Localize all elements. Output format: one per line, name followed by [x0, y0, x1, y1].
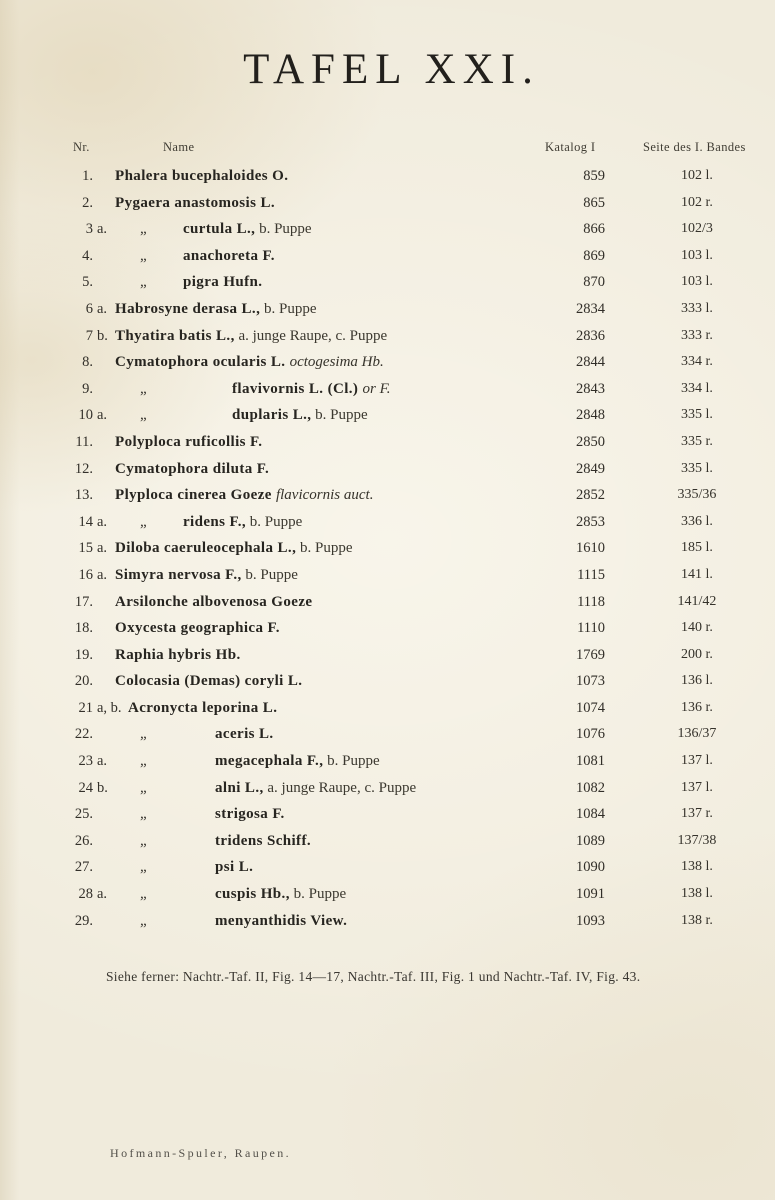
- row-katalog: 2844: [576, 354, 605, 371]
- ditto-mark: „: [140, 779, 147, 796]
- row-number-value: 3: [85, 221, 93, 238]
- row-number-suffix: a.: [97, 540, 108, 557]
- row-number: [63, 456, 93, 483]
- ditto-mark: „: [140, 806, 147, 823]
- row-number: [63, 509, 107, 536]
- row-number-value: 11.: [75, 433, 93, 450]
- row-seite: 136/37: [677, 726, 717, 742]
- row-number: [63, 695, 122, 722]
- row-number-value: 28: [78, 886, 93, 903]
- row-number-value: 16: [78, 566, 93, 583]
- name-segment: a. junge Raupe, c. Puppe: [263, 779, 417, 796]
- row-name: [115, 854, 515, 881]
- name-segment: Simyra nervosa F.,: [115, 566, 242, 583]
- species-name: [115, 349, 515, 376]
- name-segment: Polyploca ruficollis F.: [115, 433, 263, 450]
- row-number-value: 12.: [74, 460, 93, 477]
- row-number: [63, 269, 93, 296]
- name-segment: ridens F.,: [183, 513, 247, 530]
- row-name: [115, 615, 515, 642]
- table-row: [63, 642, 763, 669]
- ditto-mark: „: [140, 513, 147, 530]
- row-number: [63, 801, 93, 828]
- row-number: [63, 854, 93, 881]
- row-katalog: 2848: [576, 407, 605, 424]
- table-row: [63, 163, 763, 190]
- table-row: [63, 695, 763, 722]
- name-segment: b. Puppe: [241, 566, 298, 583]
- row-number-suffix: a.: [97, 221, 108, 238]
- row-number: [63, 562, 107, 589]
- table-row: [63, 615, 763, 642]
- table-row: [63, 296, 763, 323]
- row-seite: 335 l.: [681, 460, 713, 476]
- name-segment: Arsilonche albovenosa Goeze: [115, 593, 313, 610]
- row-katalog: 1769: [576, 646, 605, 663]
- header-seite: Seite des I. Bandes: [643, 140, 746, 154]
- name-segment: b. Puppe: [289, 886, 347, 903]
- table-row: [63, 828, 763, 855]
- row-number: [63, 668, 93, 695]
- row-seite: 136 r.: [681, 699, 713, 715]
- row-number-value: 2.: [82, 194, 93, 211]
- row-katalog: 1091: [576, 886, 605, 903]
- row-number-value: 6: [85, 300, 93, 317]
- row-number: [63, 190, 93, 217]
- table-row: [63, 376, 763, 403]
- name-segment: tridens Schiff.: [215, 832, 311, 849]
- species-name: [115, 190, 515, 217]
- row-katalog: 2852: [576, 487, 605, 504]
- species-name: [115, 642, 515, 669]
- row-name: [115, 216, 515, 243]
- row-name: [115, 509, 515, 536]
- row-number-value: 21: [78, 699, 93, 716]
- species-name: [115, 243, 515, 270]
- name-segment: Pygaera anastomosis L.: [115, 194, 276, 211]
- row-seite: 333 r.: [681, 327, 713, 343]
- table-header: [63, 140, 763, 158]
- row-katalog: 1118: [577, 593, 605, 610]
- row-seite: 103 l.: [681, 274, 713, 290]
- row-number-value: 8.: [82, 354, 93, 371]
- name-segment: b. Puppe: [246, 513, 303, 530]
- row-katalog: 2836: [576, 327, 605, 344]
- row-seite: 138 l.: [681, 859, 713, 875]
- table-row: [63, 589, 763, 616]
- name-segment: b. Puppe: [260, 300, 317, 317]
- row-seite: 336 l.: [681, 513, 713, 529]
- name-segment: Thyatira batis L.,: [115, 327, 235, 344]
- name-segment: Cymatophora diluta F.: [115, 460, 270, 477]
- row-number-value: 19.: [74, 646, 93, 663]
- species-name: [115, 695, 515, 722]
- species-name: [115, 854, 515, 881]
- table-row: [63, 908, 763, 935]
- table-row: [63, 748, 763, 775]
- row-number: [63, 828, 93, 855]
- row-katalog: 2850: [576, 433, 605, 450]
- row-number-suffix: a.: [97, 407, 108, 424]
- name-segment: menyanthidis View.: [215, 912, 348, 929]
- row-seite: 137 r.: [681, 806, 713, 822]
- name-segment: Cymatophora ocularis L.: [115, 354, 290, 371]
- row-name: [115, 908, 515, 935]
- name-segment: b. Puppe: [323, 753, 380, 770]
- table-row: [63, 668, 763, 695]
- ditto-mark: „: [140, 221, 147, 238]
- row-name: [115, 402, 515, 429]
- species-name: [115, 562, 515, 589]
- row-number-suffix: a.: [97, 753, 108, 770]
- name-segment: cuspis Hb.,: [215, 886, 290, 903]
- row-number-value: 13.: [74, 487, 93, 504]
- row-number-value: 27.: [74, 859, 93, 876]
- row-number-suffix: a, b.: [97, 699, 122, 716]
- row-number: [63, 429, 93, 456]
- row-katalog: 866: [583, 221, 605, 238]
- row-number-value: 4.: [82, 247, 93, 264]
- row-name: [115, 190, 515, 217]
- row-name: [115, 881, 515, 908]
- row-number: [63, 349, 93, 376]
- row-katalog: 1610: [576, 540, 605, 557]
- species-name: [115, 402, 515, 429]
- row-number: [63, 535, 107, 562]
- ditto-mark: „: [140, 247, 147, 264]
- row-katalog: 2853: [576, 513, 605, 530]
- ditto-mark: „: [140, 859, 147, 876]
- row-number-value: 5.: [82, 274, 93, 291]
- table-row: [63, 402, 763, 429]
- row-number-suffix: a.: [97, 300, 108, 317]
- name-segment: Raphia hybris Hb.: [115, 646, 241, 663]
- row-number-suffix: b.: [97, 327, 108, 344]
- row-number: [63, 642, 93, 669]
- table-row: [63, 429, 763, 456]
- row-name: [115, 349, 515, 376]
- row-number-value: 20.: [74, 673, 93, 690]
- name-segment: Plyploca cinerea Goeze: [115, 487, 276, 504]
- row-seite: 140 r.: [681, 620, 713, 636]
- row-number: [63, 775, 108, 802]
- row-seite: 102 l.: [681, 168, 713, 183]
- table-row: [63, 216, 763, 243]
- name-segment: duplaris L.,: [232, 407, 312, 424]
- species-name: [115, 615, 515, 642]
- table-row: [63, 269, 763, 296]
- row-katalog: 869: [583, 247, 605, 264]
- species-name: [115, 456, 515, 483]
- row-katalog: 865: [583, 194, 605, 211]
- name-segment: megacephala F.,: [215, 753, 324, 770]
- row-seite: 136 l.: [681, 673, 713, 689]
- table-row: [63, 323, 763, 350]
- name-segment: a. junge Raupe, c. Puppe: [234, 327, 388, 344]
- name-segment: psi L.: [215, 859, 254, 876]
- species-name: [115, 535, 515, 562]
- page-title: TAFEL XXI.: [243, 46, 540, 93]
- name-segment: b. Puppe: [311, 407, 368, 424]
- row-seite: 138 r.: [681, 912, 713, 928]
- row-number-value: 26.: [74, 832, 93, 849]
- row-number-value: 22.: [74, 726, 93, 743]
- table-row: [63, 190, 763, 217]
- row-number-suffix: b.: [97, 779, 108, 796]
- row-katalog: 1082: [576, 779, 605, 796]
- header-katalog: Katalog I: [545, 140, 596, 154]
- row-number-suffix: a.: [97, 886, 108, 903]
- ditto-mark: „: [140, 832, 147, 849]
- row-katalog: 1089: [576, 832, 605, 849]
- row-number: [63, 296, 107, 323]
- name-segment: curtula L.,: [183, 221, 256, 238]
- row-name: [115, 775, 515, 802]
- species-name: [115, 509, 515, 536]
- row-seite: 103 l.: [681, 247, 713, 263]
- row-name: [115, 642, 515, 669]
- table-row: [63, 535, 763, 562]
- row-name: [115, 243, 515, 270]
- row-name: [115, 748, 515, 775]
- ditto-mark: „: [140, 912, 147, 929]
- species-name: [115, 216, 515, 243]
- row-name: [115, 562, 515, 589]
- footnote: Siehe ferner: Nachtr.-Taf. II, Fig. 14—17, Nachtr.-Taf. III, Fig. 1 und Nachtr.-Taf. IV, Fig. 43.: [106, 969, 641, 984]
- table-row: [63, 801, 763, 828]
- row-number-value: 17.: [74, 593, 93, 610]
- row-name: [115, 429, 515, 456]
- row-seite: 335/36: [677, 487, 717, 503]
- row-number-value: 23: [78, 753, 93, 770]
- species-name: [115, 589, 515, 616]
- species-name: [115, 801, 515, 828]
- name-segment: flavivornis L. (Cl.): [232, 380, 363, 397]
- row-number-suffix: a.: [97, 566, 108, 583]
- ditto-mark: „: [140, 407, 147, 424]
- row-katalog: 870: [583, 274, 605, 291]
- name-segment: Diloba caeruleocephala L.,: [115, 540, 297, 557]
- name-segment: flavicornis auct.: [275, 487, 374, 504]
- species-name: [115, 163, 515, 190]
- row-seite: 141 l.: [681, 566, 713, 582]
- row-name: [115, 801, 515, 828]
- row-katalog: 1090: [576, 859, 605, 876]
- row-katalog: 1073: [576, 673, 605, 690]
- name-segment: anachoreta F.: [183, 247, 275, 264]
- table-row: [63, 562, 763, 589]
- table-row: [63, 456, 763, 483]
- species-name: [115, 269, 515, 296]
- species-name: [115, 296, 515, 323]
- book-imprint: Hofmann-Spuler, Raupen.: [110, 1146, 292, 1160]
- species-name: [115, 748, 515, 775]
- row-name: [115, 456, 515, 483]
- species-name: [115, 376, 515, 403]
- row-name: [115, 668, 515, 695]
- row-number: [63, 748, 107, 775]
- name-segment: aceris L.: [215, 726, 274, 743]
- row-name: [115, 376, 515, 403]
- row-number-value: 7: [85, 327, 93, 344]
- row-katalog: 859: [583, 168, 605, 184]
- name-segment: pigra Hufn.: [183, 274, 263, 291]
- row-seite: 334 r.: [681, 354, 713, 370]
- row-seite: 335 l.: [681, 407, 713, 423]
- table-row: [63, 881, 763, 908]
- row-name: [115, 828, 515, 855]
- row-name: [115, 535, 515, 562]
- row-seite: 137/38: [677, 832, 717, 848]
- row-number: [63, 376, 93, 403]
- row-number-value: 1.: [82, 168, 93, 184]
- table-row: [63, 854, 763, 881]
- table-rows: [63, 163, 763, 934]
- row-number: [63, 482, 93, 509]
- row-number: [63, 615, 93, 642]
- name-segment: strigosa F.: [215, 806, 285, 823]
- row-seite: 335 r.: [681, 433, 713, 449]
- name-segment: Phalera bucephaloides O.: [115, 168, 289, 184]
- row-number-value: 14: [78, 513, 93, 530]
- row-number-value: 24: [78, 779, 93, 796]
- row-number-suffix: a.: [97, 513, 108, 530]
- ditto-mark: „: [140, 274, 147, 291]
- header-name: Name: [163, 140, 195, 154]
- row-number-value: 25.: [74, 806, 93, 823]
- row-seite: 102/3: [681, 221, 713, 237]
- row-number: [63, 323, 108, 350]
- ditto-mark: „: [140, 726, 147, 743]
- name-segment: or F.: [362, 380, 391, 397]
- species-name: [115, 828, 515, 855]
- row-name: [115, 163, 515, 190]
- table-row: [63, 349, 763, 376]
- row-katalog: 1076: [576, 726, 605, 743]
- table-row: [63, 775, 763, 802]
- row-name: [115, 482, 515, 509]
- row-seite: 200 r.: [681, 646, 713, 662]
- ditto-mark: „: [140, 380, 147, 397]
- row-seite: 137 l.: [681, 779, 713, 795]
- row-name: [115, 269, 515, 296]
- row-number: [63, 589, 93, 616]
- species-name: [115, 429, 515, 456]
- row-number-value: 18.: [74, 620, 93, 637]
- row-number: [63, 163, 93, 190]
- row-number: [63, 402, 107, 429]
- species-name: [115, 881, 515, 908]
- name-segment: b. Puppe: [296, 540, 353, 557]
- row-number: [63, 243, 93, 270]
- table-row: [63, 243, 763, 270]
- species-name: [115, 323, 515, 350]
- row-number-value: 15: [78, 540, 93, 557]
- row-seite: 138 l.: [681, 886, 713, 902]
- species-name: [115, 775, 515, 802]
- row-number-value: 9.: [82, 380, 93, 397]
- name-segment: alni L.,: [215, 779, 264, 796]
- row-number: [63, 721, 93, 748]
- header-nr: Nr.: [73, 140, 90, 154]
- row-katalog: 2834: [576, 300, 605, 317]
- row-name: [115, 589, 515, 616]
- row-katalog: 1084: [576, 806, 605, 823]
- species-name: [115, 668, 515, 695]
- row-seite: 333 l.: [681, 300, 713, 316]
- name-segment: Oxycesta geographica F.: [115, 620, 280, 637]
- species-name: [115, 482, 515, 509]
- row-seite: 334 l.: [681, 380, 713, 396]
- table-row: [63, 721, 763, 748]
- row-katalog: 1110: [577, 620, 605, 637]
- row-seite: 102 r.: [681, 194, 713, 210]
- ditto-mark: „: [140, 886, 147, 903]
- row-seite: 137 l.: [681, 753, 713, 769]
- row-number: [63, 881, 107, 908]
- species-name: [115, 721, 515, 748]
- row-name: [115, 695, 515, 722]
- row-name: [115, 323, 515, 350]
- table-row: [63, 509, 763, 536]
- row-katalog: 1093: [576, 912, 605, 929]
- row-katalog: 2843: [576, 380, 605, 397]
- row-katalog: 1115: [577, 566, 605, 583]
- row-seite: 141/42: [677, 593, 717, 609]
- row-name: [115, 296, 515, 323]
- row-name: [115, 721, 515, 748]
- table-row: [63, 482, 763, 509]
- row-katalog: 1074: [576, 699, 605, 716]
- name-segment: Acronycta leporina L.: [128, 699, 278, 716]
- species-name: [115, 908, 515, 935]
- row-number: [63, 216, 107, 243]
- row-seite: 185 l.: [681, 540, 713, 556]
- name-segment: Colocasia (Demas) coryli L.: [115, 673, 303, 690]
- row-katalog: 1081: [576, 753, 605, 770]
- row-number-value: 10: [78, 407, 93, 424]
- name-segment: octogesima Hb.: [289, 354, 384, 371]
- name-segment: b. Puppe: [255, 221, 312, 238]
- name-segment: Habrosyne derasa L.,: [115, 300, 261, 317]
- row-number-value: 29.: [74, 912, 93, 929]
- row-katalog: 2849: [576, 460, 605, 477]
- ditto-mark: „: [140, 753, 147, 770]
- row-number: [63, 908, 93, 935]
